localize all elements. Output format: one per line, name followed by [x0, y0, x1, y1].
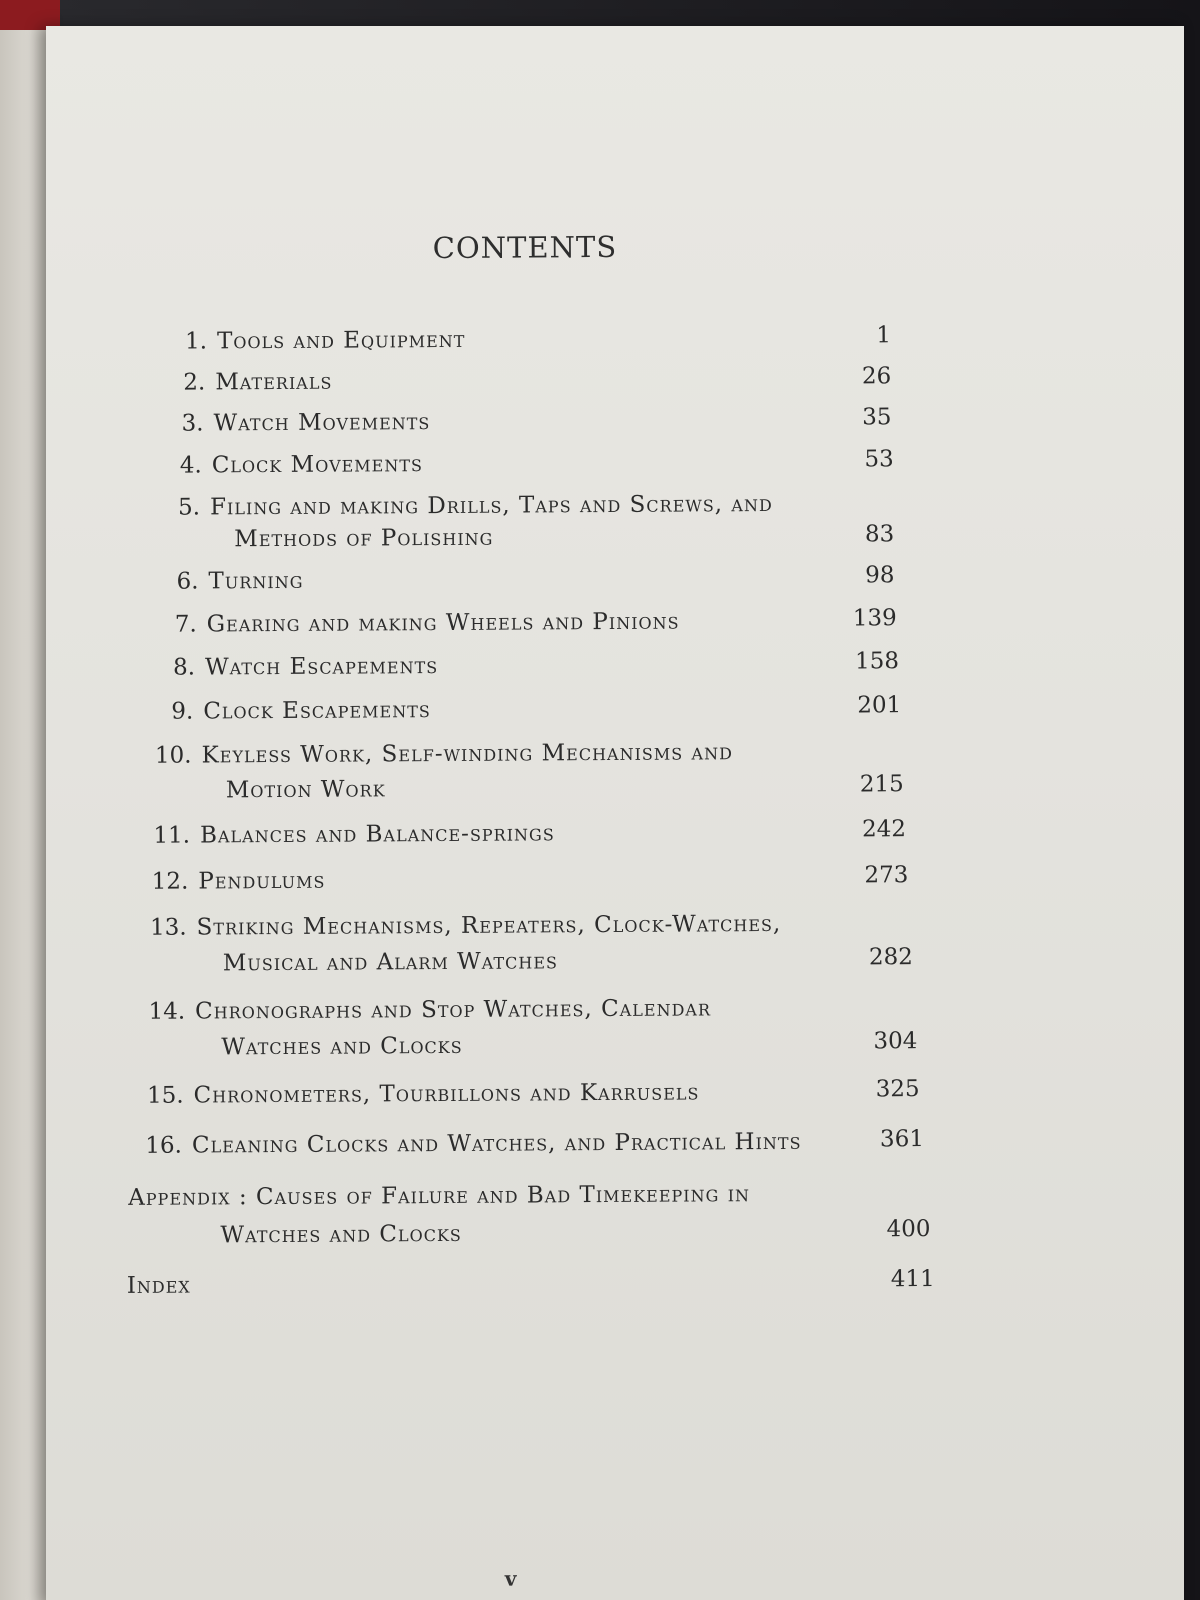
entry-title: Striking Mechanisms, Repeaters, Clock-Watches,	[196, 910, 782, 941]
entry-page-9: 201	[857, 692, 902, 719]
entry-page-appendix: 400	[886, 1216, 931, 1243]
toc-entry-2	[183, 368, 333, 396]
page-folio: v	[504, 1566, 517, 1591]
toc-entry-index	[127, 1273, 191, 1299]
entry-number: 2.	[183, 369, 206, 396]
entry-title: Index	[126, 1272, 191, 1299]
entry-number: 5.	[178, 494, 201, 521]
entry-page-2: 26	[861, 363, 892, 390]
entry-title: Gearing and making Wheels and Pinions	[206, 608, 680, 638]
entry-number: 7.	[174, 611, 197, 638]
toc-entry-9	[171, 697, 431, 725]
entry-number: 14.	[148, 998, 186, 1025]
entry-title-continued: Motion Work	[225, 776, 386, 804]
entry-page-10: 215	[859, 771, 904, 798]
toc-entry-3	[181, 409, 431, 437]
entry-number: 16.	[145, 1132, 183, 1159]
entry-title: Watch Escapements	[204, 653, 439, 681]
entry-page-12: 273	[864, 862, 909, 889]
entry-number: 1.	[185, 328, 208, 355]
toc-entry-6	[176, 567, 304, 595]
entry-title: Clock Movements	[211, 451, 424, 479]
entry-title: Keyless Work, Self-winding Mechanisms and	[201, 739, 733, 769]
entry-title-continued: Watches and Clocks	[221, 1032, 463, 1061]
entry-page-7: 139	[852, 605, 897, 632]
entry-page-8: 158	[855, 648, 900, 675]
toc-entry-11	[153, 820, 555, 849]
entry-title: Appendix : Causes of Failure and Bad Timekeeping in	[128, 1181, 751, 1211]
entry-page-5: 83	[864, 521, 895, 548]
entry-page-index: 411	[890, 1266, 935, 1293]
entry-number: 15.	[146, 1082, 184, 1109]
toc-entry-8	[172, 653, 439, 681]
entry-number: 11.	[153, 822, 191, 849]
entry-title: Cleaning Clocks and Watches, and Practical Hints	[191, 1128, 802, 1159]
entry-title: Balances and Balance-springs	[199, 820, 555, 849]
entry-page-11: 242	[862, 816, 907, 843]
toc-entry-1	[185, 326, 466, 355]
entry-page-14: 304	[873, 1028, 918, 1055]
entry-title: Pendulums	[198, 867, 326, 895]
entry-title: Filing and making Drills, Taps and Screws, and	[209, 490, 773, 521]
toc-entry-7	[174, 608, 680, 638]
page-text-block	[41, 22, 1189, 1600]
entry-number: 10.	[154, 742, 192, 769]
entry-title: Chronometers, Tourbillons and Karrusels	[193, 1079, 700, 1109]
toc-entry-12	[151, 867, 326, 895]
entry-title: Chronographs and Stop Watches, Calendar	[195, 995, 712, 1025]
entry-page-1: 1	[876, 322, 892, 349]
entry-title: Materials	[215, 368, 333, 396]
toc-entry-4	[179, 451, 424, 479]
entry-page-16: 361	[879, 1126, 924, 1153]
entry-title-continued: Musical and Alarm Watches	[222, 948, 559, 977]
entry-number: 6.	[176, 568, 199, 595]
book-page	[46, 26, 1184, 1600]
entry-number: 8.	[172, 654, 196, 681]
entry-title-continued: Watches and Clocks	[220, 1220, 462, 1249]
entry-title: Turning	[208, 567, 304, 595]
entry-page-3: 35	[862, 404, 892, 431]
toc-entry-16	[145, 1128, 802, 1159]
entry-number: 9.	[171, 698, 194, 725]
entry-page-15: 325	[875, 1076, 920, 1103]
toc-entry-15	[146, 1079, 700, 1109]
entry-title: Clock Escapements	[203, 697, 431, 725]
entry-title: Tools and Equipment	[216, 326, 466, 355]
entry-page-6: 98	[865, 562, 895, 589]
entry-number: 13.	[149, 914, 187, 941]
entry-page-4: 53	[864, 446, 894, 473]
entry-title-continued: Methods of Polishing	[234, 524, 494, 553]
entry-number: 4.	[179, 452, 202, 479]
entry-number: 3.	[181, 410, 204, 437]
contents-heading: CONTENTS	[432, 229, 618, 266]
entry-title: Watch Movements	[213, 409, 431, 437]
entry-number: 12.	[151, 868, 189, 895]
entry-page-13: 282	[868, 944, 913, 971]
